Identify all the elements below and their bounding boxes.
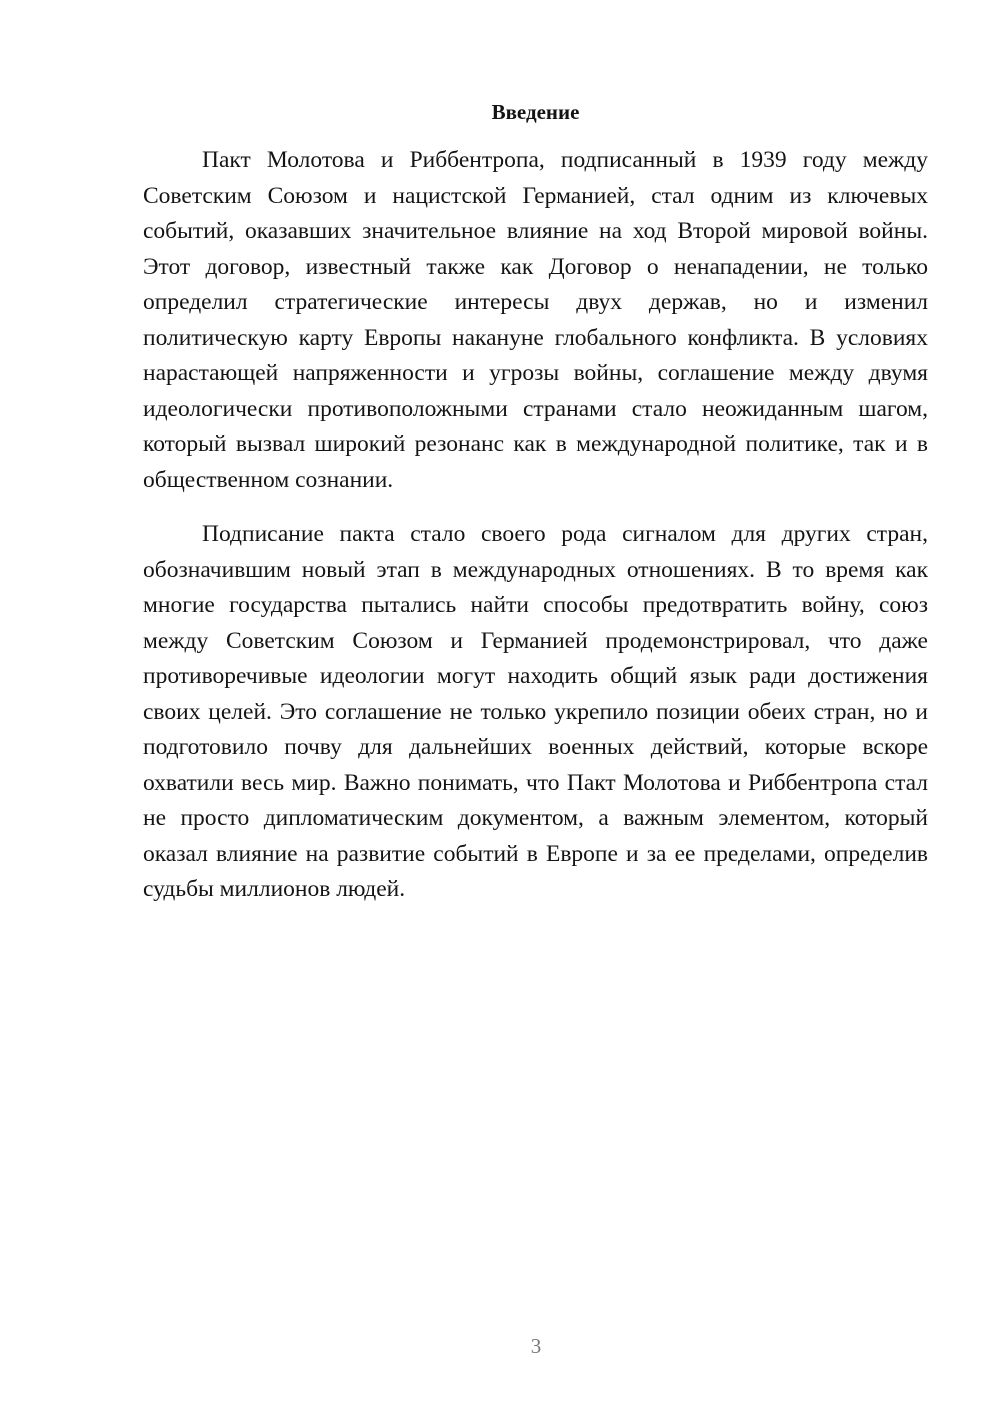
paragraph-introduction-1: Пакт Молотова и Риббентропа, подписанный в 1939 году между Советским Союзом и нацистской Германией, стал одним из ключевых событий, оказавших значительное влияние на ход Второй мировой войны. Этот договор, известный также как Договор о ненападении, не только определил стратегические интересы двух держав, но и изменил политическую карту Европы накануне глобального конфликта. В условиях нарастающей напряженности и угрозы войны, соглашение между двумя идеологически противоположными странами стало неожиданным шагом, который вызвал широкий резонанс как в международной политике, так и в общественном сознании. [143, 147, 928, 493]
paragraph-introduction-2: Подписание пакта стало своего рода сигналом для других стран, обозначившим новый этап в международных отношениях. В то время как многие государства пытались найти способы предотвратить войну, союз между Советским Союзом и Германией продемонстрировал, что даже противоречивые идеологии могут находить общий язык ради достижения своих целей. Это соглашение не только укрепило позиции обеих стран, но и подготовило почву для дальнейших военных действий, которые вскоре охватили весь мир. Важно понимать, что Пакт Молотова и Риббентропа стал не просто дипломатическим документом, а важным элементом, который оказал влияние на развитие событий в Европе и за ее пределами, определив судьбы миллионов людей. [143, 521, 928, 902]
section-heading: Введение [491, 100, 580, 124]
page-number: 3 [530, 1334, 542, 1358]
